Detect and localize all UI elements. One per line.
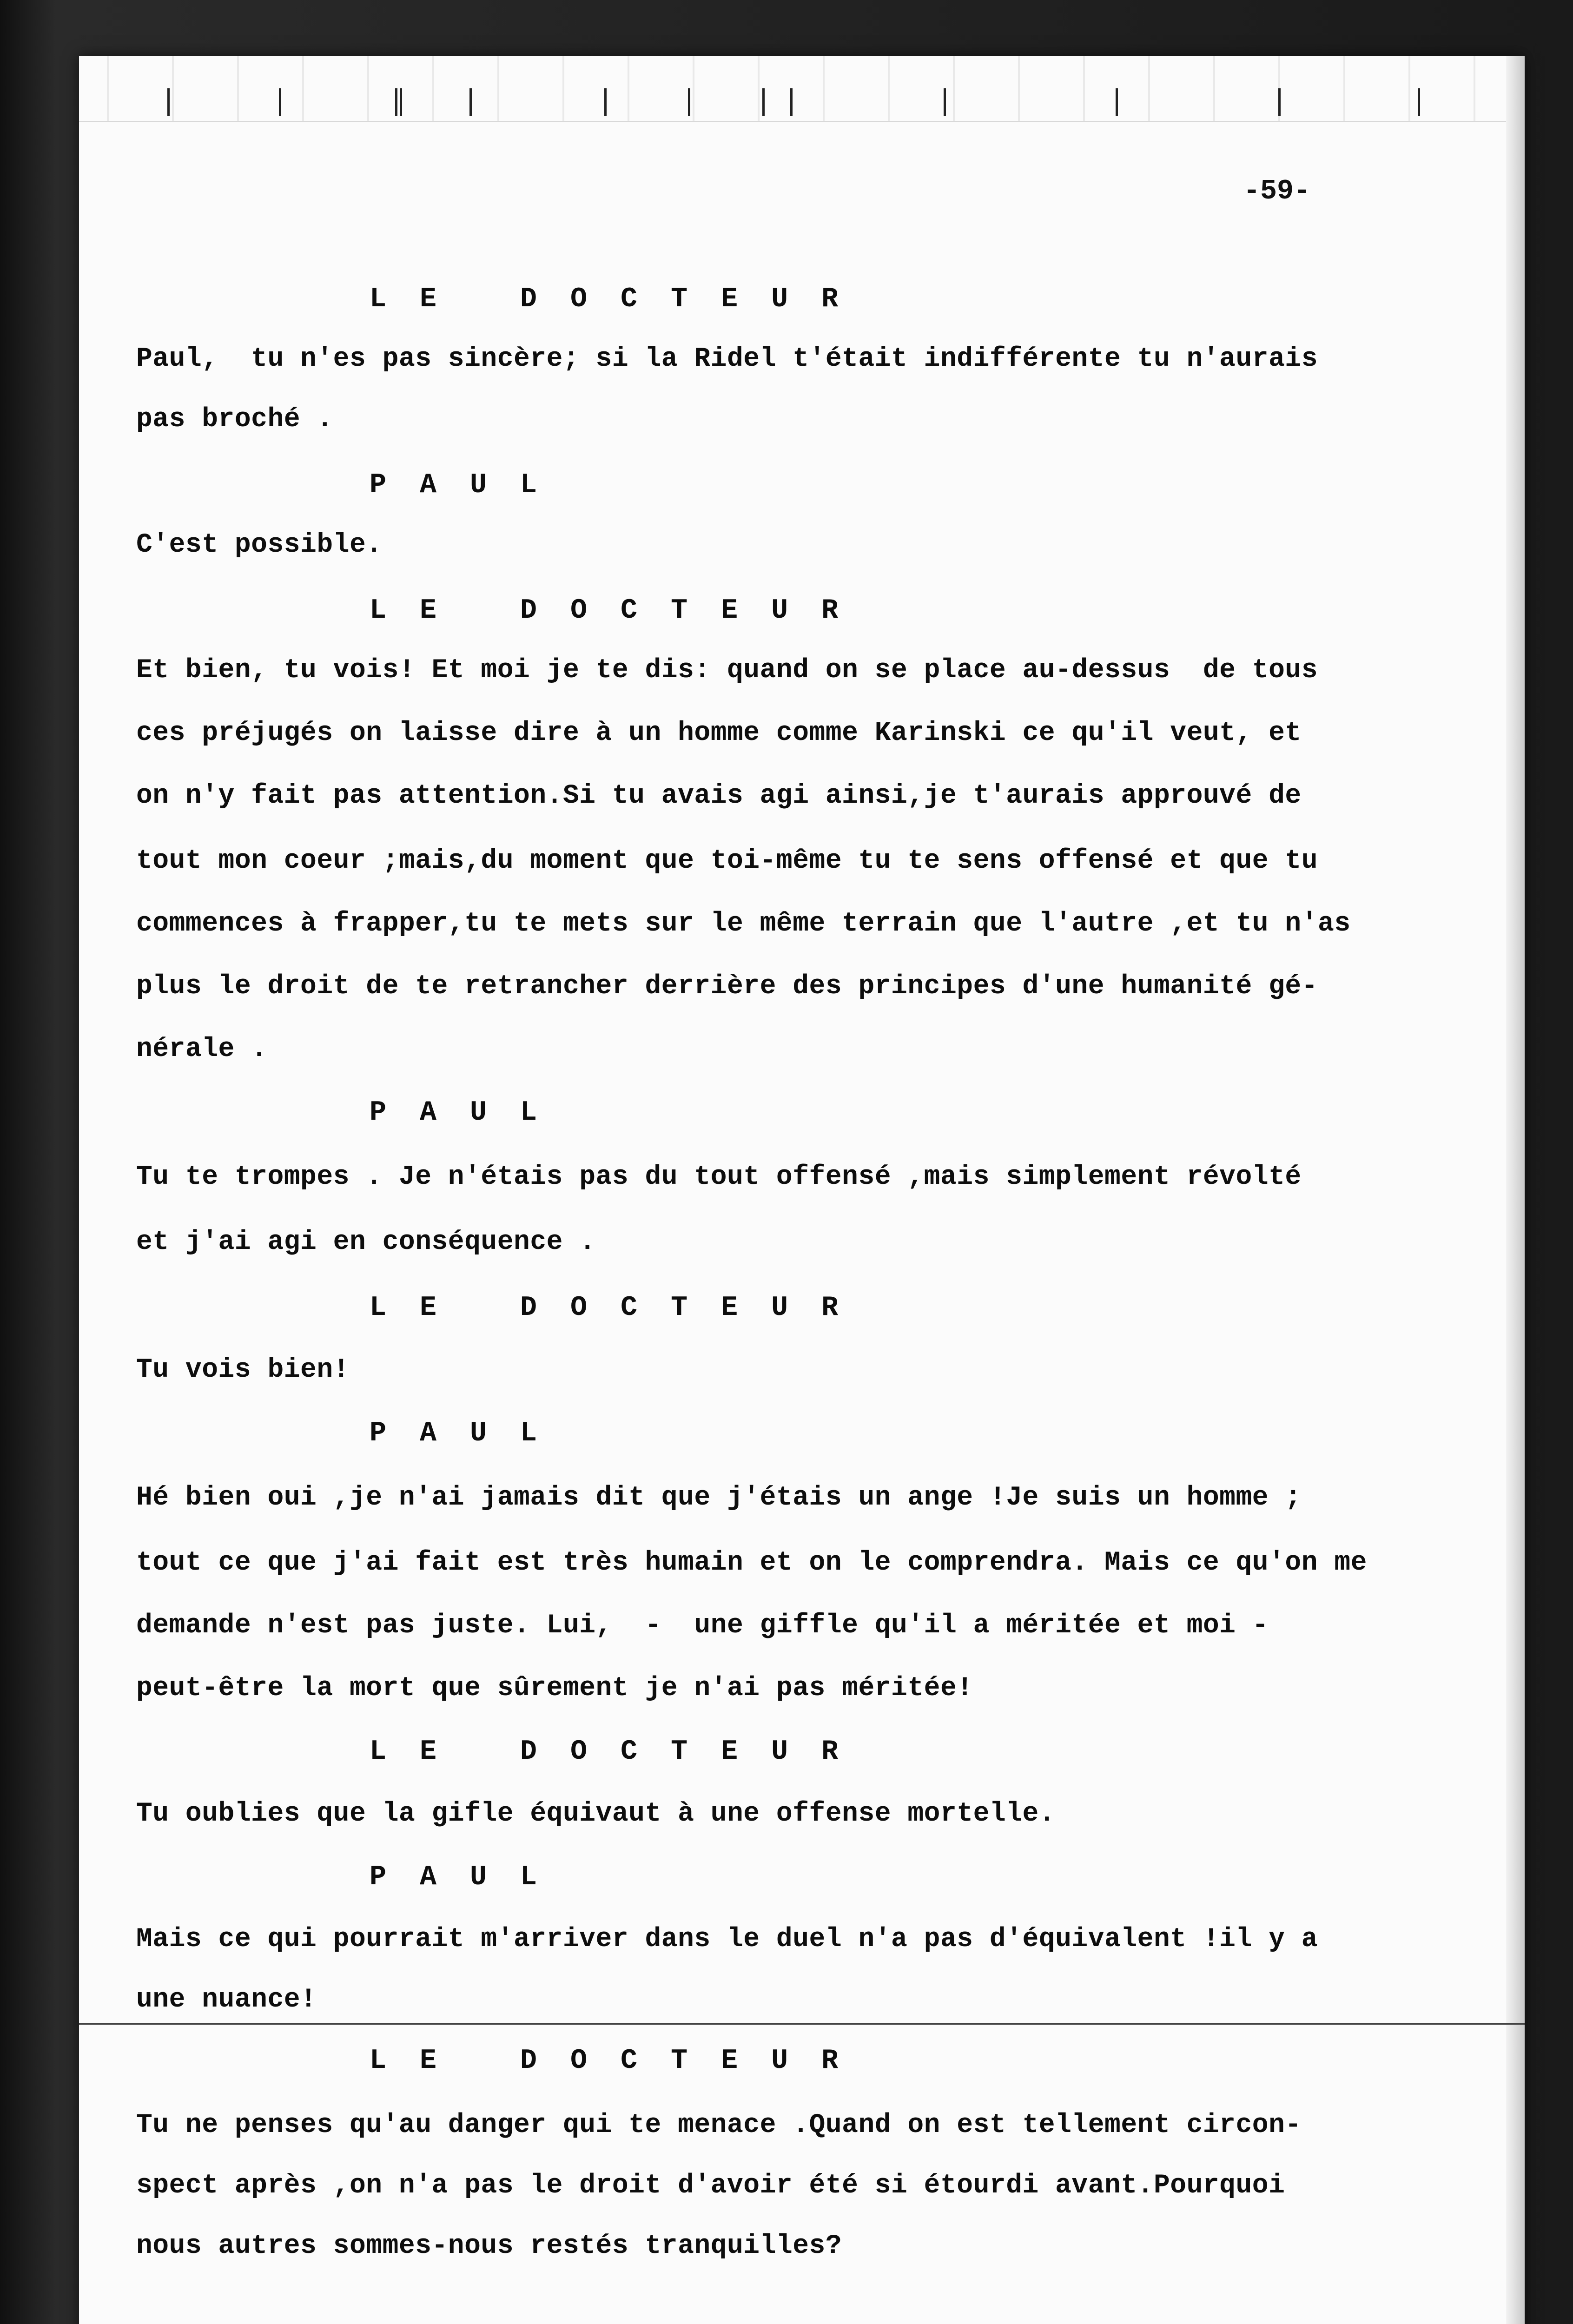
ruler-mark <box>762 88 765 116</box>
dialogue-line: on n'y fait pas attention.Si tu avais agi ainsi,je t'aurais approuvé de <box>136 781 1302 811</box>
dialogue-line: plus le droit de te retrancher derrière des principes d'une humanité gé- <box>136 971 1318 1002</box>
dialogue-line: spect après ,on n'a pas le droit d'avoir été si étourdi avant.Pourquoi <box>136 2171 1285 2201</box>
speaker-name: P A U L <box>370 469 546 501</box>
dialogue-line: et j'ai agi en conséquence . <box>136 1227 596 1257</box>
ruler-mark <box>944 88 946 116</box>
dialogue-line: Et bien, tu vois! Et moi je te dis: quand on se place au-dessus de tous <box>136 655 1318 686</box>
ruler-mark <box>167 88 170 116</box>
page-fold-line <box>79 2023 1525 2025</box>
dialogue-line: pas broché . <box>136 404 333 435</box>
document-page <box>79 56 1525 2324</box>
speaker-name: L E D O C T E U R <box>370 1736 847 1768</box>
dialogue-line: peut-être la mort que sûrement je n'ai pas méritée! <box>136 1673 973 1703</box>
speaker-name: P A U L <box>370 1418 546 1449</box>
dialogue-line: Tu te trompes . Je n'étais pas du tout offensé ,mais simplement révolté <box>136 1162 1302 1192</box>
dialogue-line: nérale . <box>136 1034 268 1064</box>
ruler-mark <box>604 88 607 116</box>
dialogue-line: commences à frapper,tu te mets sur le même terrain que l'autre ,et tu n'as <box>136 909 1351 939</box>
dialogue-line: tout ce que j'ai fait est très humain et on le comprendra. Mais ce qu'on me <box>136 1548 1367 1578</box>
speaker-name: L E D O C T E U R <box>370 284 847 315</box>
dialogue-line: Tu oublies que la gifle équivaut à une offense mortelle. <box>136 1799 1056 1829</box>
page-right-edge <box>1506 56 1525 2324</box>
dialogue-line: demande n'est pas juste. Lui, - une giffle qu'il a méritée et moi - <box>136 1611 1269 1641</box>
speaker-name: L E D O C T E U R <box>370 2045 847 2077</box>
ruler-mark <box>395 88 397 116</box>
dialogue-line: Hé bien oui ,je n'ai jamais dit que j'étais un ange !Je suis un homme ; <box>136 1483 1302 1513</box>
dialogue-line: Paul, tu n'es pas sincère; si la Ridel t'était indifférente tu n'aurais <box>136 344 1318 374</box>
page-number: -59- <box>1243 176 1311 207</box>
ruler-mark <box>1116 88 1118 116</box>
dialogue-line: Tu ne penses qu'au danger qui te menace .Quand on est tellement circon- <box>136 2110 1302 2140</box>
dialogue-line: Tu vois bien! <box>136 1355 350 1385</box>
dialogue-line: nous autres sommes-nous restés tranquilles? <box>136 2231 842 2261</box>
ruler-mark <box>790 88 793 116</box>
ruler-mark <box>400 88 402 116</box>
dialogue-line: C'est possible. <box>136 530 383 560</box>
speaker-name: P A U L <box>370 1862 546 1893</box>
ruler-mark <box>1278 88 1281 116</box>
ruler-mark <box>688 88 690 116</box>
tab-ruler-marks <box>116 88 1487 121</box>
speaker-name: P A U L <box>370 1097 546 1129</box>
ruler-mark <box>469 88 472 116</box>
dialogue-line: ces préjugés on laisse dire à un homme comme Karinski ce qu'il veut, et <box>136 718 1302 748</box>
dialogue-line: Mais ce qui pourrait m'arriver dans le duel n'a pas d'équivalent !il y a <box>136 1924 1318 1954</box>
ruler-mark <box>1418 88 1420 116</box>
dialogue-line: une nuance! <box>136 1985 317 2015</box>
speaker-name: L E D O C T E U R <box>370 1292 847 1324</box>
ruler-mark <box>279 88 281 116</box>
speaker-name: L E D O C T E U R <box>370 595 847 627</box>
dialogue-line: tout mon coeur ;mais,du moment que toi-même tu te sens offensé et que tu <box>136 846 1318 876</box>
